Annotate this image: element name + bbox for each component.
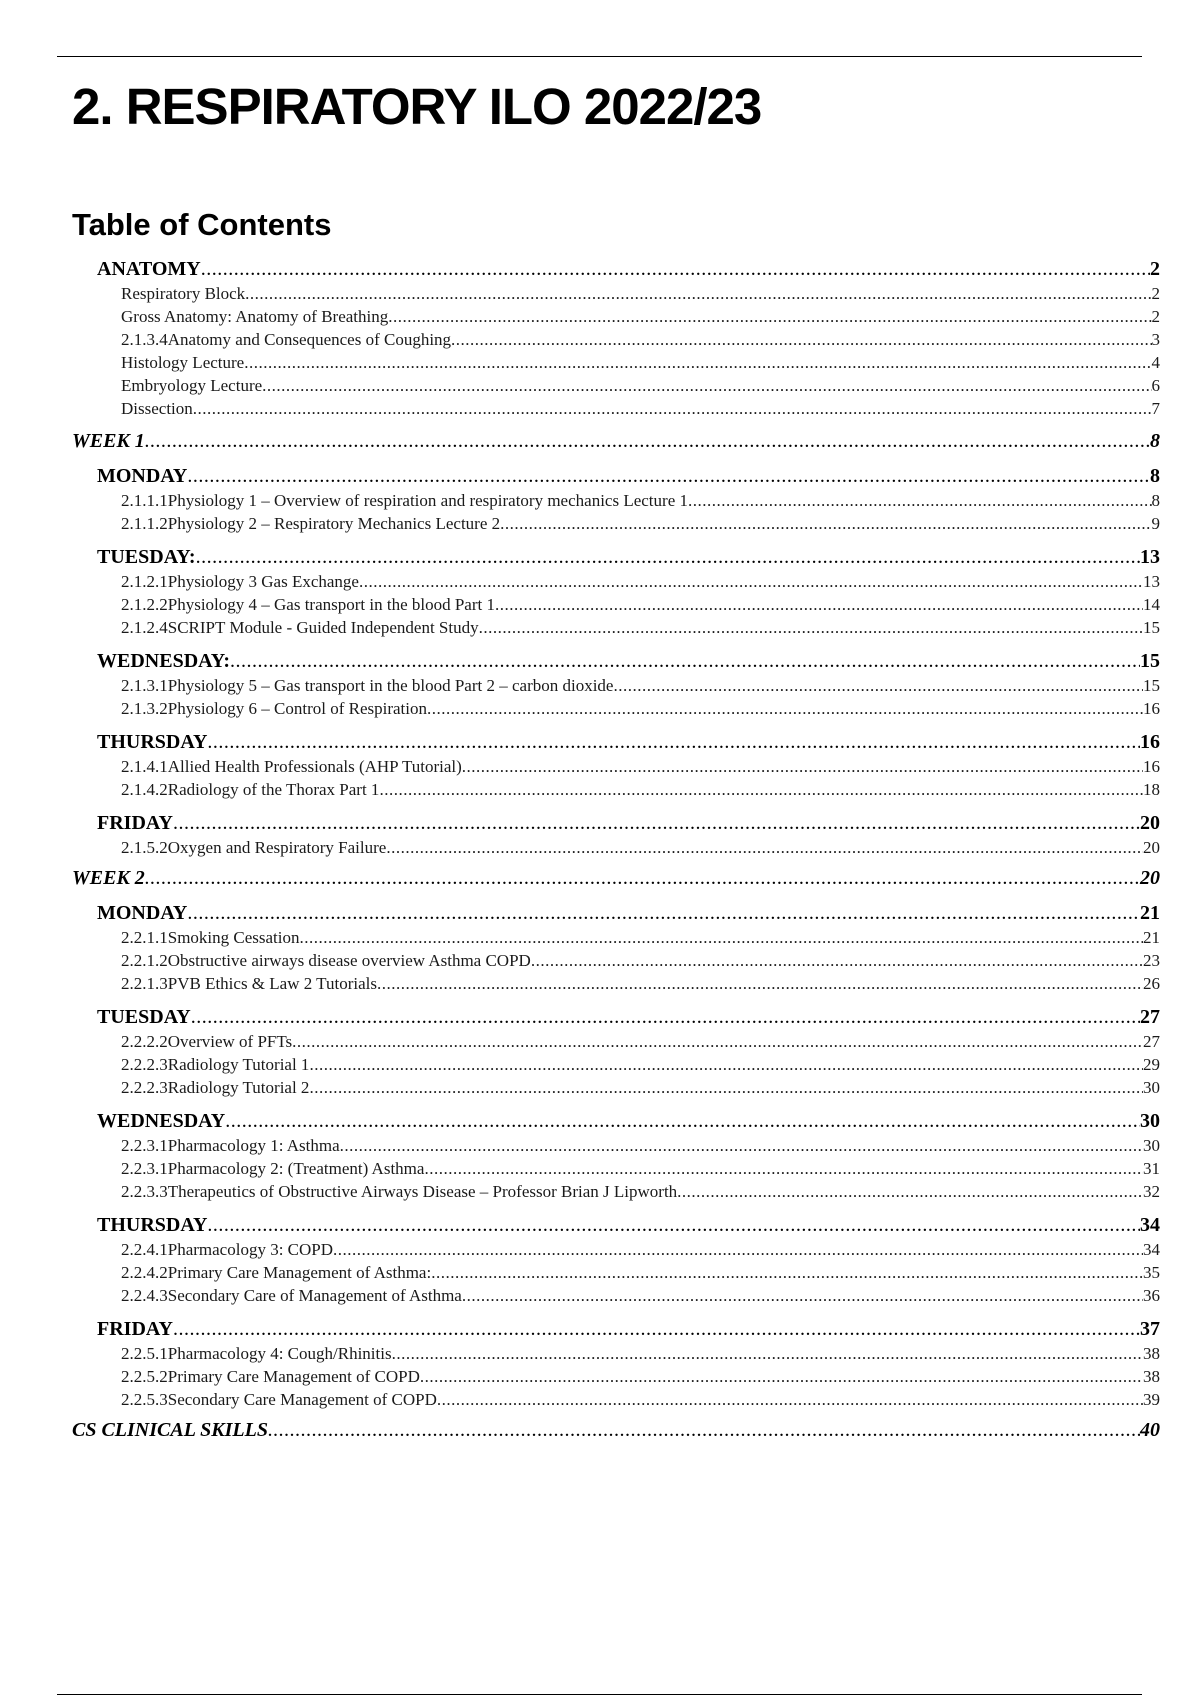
toc-page-number: 21 [1143, 928, 1160, 947]
toc-item-number: 2.2.4.1 [121, 1240, 168, 1259]
dot-leader [479, 616, 1143, 639]
toc-page-number: 14 [1143, 595, 1160, 614]
toc-label: THURSDAY [97, 731, 208, 753]
toc-item-number: 2.1.2.2 [121, 595, 168, 614]
toc-item[interactable] [72, 836, 1160, 859]
dot-leader [420, 1365, 1143, 1388]
dot-leader [196, 544, 1140, 570]
toc-day-monday[interactable] [72, 900, 1160, 926]
toc-day-tuesday[interactable] [72, 1004, 1160, 1030]
toc-item-number: 2.2.2.3 [121, 1078, 168, 1097]
toc-item-number: 2.1.2.1 [121, 572, 168, 591]
toc-label: Physiology 2 – Respiratory Mechanics Lecture 2 [167, 514, 501, 533]
toc-item-number: 2.1.4.2 [121, 780, 168, 799]
toc-label: TUESDAY [97, 1006, 191, 1028]
dot-leader [451, 328, 1151, 351]
toc-label: Therapeutics of Obstructive Airways Disease – Professor Brian J Lipworth [167, 1182, 678, 1201]
toc-item[interactable] [72, 570, 1160, 593]
toc-page-number: 29 [1143, 1055, 1160, 1074]
toc-item[interactable] [72, 489, 1160, 512]
toc-page-number: 16 [1140, 731, 1160, 753]
toc-item-number: 2.2.2.3 [121, 1055, 168, 1074]
toc-label: Physiology 3 Gas Exchange [167, 572, 359, 591]
toc-label: Allied Health Professionals (AHP Tutorial) [167, 757, 462, 776]
toc-item-number: 2.2.3.3 [121, 1182, 168, 1201]
dot-leader [207, 729, 1140, 755]
dot-leader [427, 697, 1143, 720]
dot-leader [145, 865, 1140, 891]
toc-item[interactable] [72, 593, 1160, 616]
toc-page-number: 39 [1143, 1390, 1160, 1409]
toc-label: Secondary Care Management of COPD [167, 1390, 437, 1409]
dot-leader [340, 1134, 1143, 1157]
toc-item[interactable] [72, 1157, 1160, 1180]
toc-page-number: 30 [1140, 1110, 1160, 1132]
toc-label: Dissection [121, 399, 193, 418]
toc-label: Overview of PFTs [167, 1032, 293, 1051]
toc-item[interactable] [72, 926, 1160, 949]
toc-item[interactable] [72, 1342, 1160, 1365]
toc-item-number: 2.1.1.2 [121, 514, 168, 533]
toc-item-number: 2.2.4.3 [121, 1286, 168, 1305]
toc-item-number: 2.1.2.4 [121, 618, 168, 637]
toc-label: Oxygen and Respiratory Failure [167, 838, 387, 857]
toc-page-number: 2 [1150, 258, 1160, 280]
toc-item[interactable] [72, 512, 1160, 535]
toc-page-number: 40 [1140, 1419, 1160, 1441]
toc-page-number: 31 [1143, 1159, 1160, 1178]
dot-leader [201, 256, 1150, 282]
toc-page-number: 16 [1143, 699, 1160, 718]
toc-page-number: 34 [1140, 1214, 1160, 1236]
toc-item-number: 2.1.1.1 [121, 491, 168, 510]
dot-leader [187, 900, 1140, 926]
toc-label: Respiratory Block [121, 284, 246, 303]
dot-leader [613, 674, 1143, 697]
dot-leader [173, 810, 1140, 836]
dot-leader [388, 305, 1151, 328]
toc-label: Gross Anatomy: Anatomy of Breathing [121, 307, 389, 326]
toc-label: Radiology of the Thorax Part 1 [167, 780, 380, 799]
toc-label: Pharmacology 3: COPD [167, 1240, 334, 1259]
toc-day-thursday[interactable] [72, 1212, 1160, 1238]
toc-label: WEDNESDAY [97, 1110, 226, 1132]
dot-leader [392, 1342, 1143, 1365]
toc-page-number: 15 [1143, 618, 1160, 637]
dot-leader [379, 778, 1143, 801]
dot-leader [262, 374, 1151, 397]
toc-section-week-1[interactable] [72, 428, 1160, 454]
toc-label: Physiology 5 – Gas transport in the blood Part 2 – carbon dioxide [167, 676, 614, 695]
toc-label: Secondary Care of Management of Asthma [167, 1286, 462, 1305]
dot-leader [245, 282, 1151, 305]
toc-item[interactable] [72, 972, 1160, 995]
dot-leader [191, 1004, 1140, 1030]
toc-item[interactable] [72, 374, 1160, 397]
toc-page-number: 8 [1150, 430, 1160, 452]
top-rule [57, 56, 1142, 57]
toc-page-number: 8 [1151, 491, 1160, 510]
toc-day-wednesday[interactable] [72, 648, 1160, 674]
dot-leader [207, 1212, 1140, 1238]
toc-item-number: 2.1.3.2 [121, 699, 168, 718]
toc-label: ANATOMY [97, 258, 201, 280]
toc-day-friday[interactable] [72, 1316, 1160, 1342]
toc-item[interactable] [72, 755, 1160, 778]
toc-page-number: 20 [1140, 867, 1160, 889]
toc-page-number: 27 [1140, 1006, 1160, 1028]
toc-item[interactable] [72, 1030, 1160, 1053]
dot-leader [437, 1388, 1143, 1411]
toc-item[interactable] [72, 949, 1160, 972]
dot-leader [187, 463, 1150, 489]
toc-section-clinical-skills[interactable] [72, 1417, 1160, 1443]
toc-page-number: 34 [1143, 1240, 1160, 1259]
toc-label: Primary Care Management of Asthma: [167, 1263, 432, 1282]
toc-item[interactable] [72, 305, 1160, 328]
toc-page-number: 20 [1143, 838, 1160, 857]
toc-label: Physiology 6 – Control of Respiration [167, 699, 427, 718]
toc-label: Pharmacology 2: (Treatment) Asthma [167, 1159, 425, 1178]
dot-leader [309, 1076, 1143, 1099]
toc-page-number: 15 [1140, 650, 1160, 672]
toc-label: WEEK 2 [72, 867, 145, 889]
toc-label: Smoking Cessation [167, 928, 300, 947]
toc-label: FRIDAY [97, 812, 173, 834]
toc-item-number: 2.1.4.1 [121, 757, 168, 776]
toc-item[interactable] [72, 282, 1160, 305]
toc-item-number: 2.1.3.1 [121, 676, 168, 695]
toc-page-number: 6 [1151, 376, 1160, 395]
dot-leader [495, 593, 1143, 616]
toc-label: Pharmacology 4: Cough/Rhinitis [167, 1344, 392, 1363]
toc-page-number: 18 [1143, 780, 1160, 799]
toc-item[interactable] [72, 616, 1160, 639]
toc-item[interactable] [72, 697, 1160, 720]
toc-item[interactable] [72, 1076, 1160, 1099]
toc-label: Physiology 4 – Gas transport in the blood Part 1 [167, 595, 495, 614]
toc-label: MONDAY [97, 465, 188, 487]
dot-leader [173, 1316, 1140, 1342]
dot-leader [531, 949, 1143, 972]
toc-page-number: 4 [1151, 353, 1160, 372]
toc-item-number: 2.2.1.2 [121, 951, 168, 970]
toc-page-number: 35 [1143, 1263, 1160, 1282]
toc-page-number: 38 [1143, 1344, 1160, 1363]
toc-item[interactable] [72, 1053, 1160, 1076]
dot-leader [359, 570, 1143, 593]
bottom-rule [57, 1694, 1142, 1695]
toc-day-monday[interactable] [72, 463, 1160, 489]
toc-heading: Table of Contents [72, 207, 332, 242]
dot-leader [268, 1417, 1140, 1443]
toc-page-number: 36 [1143, 1286, 1160, 1305]
toc-label: CS CLINICAL SKILLS [72, 1419, 268, 1441]
toc-item-number: 2.2.4.2 [121, 1263, 168, 1282]
toc-page-number: 15 [1143, 676, 1160, 695]
toc-item[interactable] [72, 1388, 1160, 1411]
toc-item[interactable] [72, 778, 1160, 801]
toc-label: Obstructive airways disease overview Asthma COPD [167, 951, 531, 970]
document-title: 2. RESPIRATORY ILO 2022/23 [72, 78, 762, 135]
toc-label: Pharmacology 1: Asthma [167, 1136, 340, 1155]
toc-item[interactable] [72, 674, 1160, 697]
toc-label: PVB Ethics & Law 2 Tutorials [167, 974, 377, 993]
toc-label: Physiology 1 – Overview of respiration and respiratory mechanics Lecture 1 [167, 491, 688, 510]
toc-page-number: 2 [1151, 284, 1160, 303]
toc-page-number: 37 [1140, 1318, 1160, 1340]
dot-leader [309, 1053, 1143, 1076]
toc-item-number: 2.2.2.2 [121, 1032, 168, 1051]
toc-page-number: 13 [1140, 546, 1160, 568]
toc-item[interactable] [72, 1238, 1160, 1261]
toc-label: Histology Lecture [121, 353, 245, 372]
toc-item[interactable] [72, 1284, 1160, 1307]
toc-item-number: 2.2.3.1 [121, 1136, 168, 1155]
dot-leader [145, 428, 1150, 454]
dot-leader [462, 1284, 1143, 1307]
toc-page-number: 32 [1143, 1182, 1160, 1201]
toc-section-anatomy[interactable] [72, 256, 1160, 282]
toc-label: Anatomy and Consequences of Coughing [167, 330, 452, 349]
toc-label: Radiology Tutorial 1 [167, 1055, 310, 1074]
dot-leader [386, 836, 1143, 859]
toc-item-number: 2.2.1.3 [121, 974, 168, 993]
toc-page-number: 7 [1151, 399, 1160, 418]
toc-label: TUESDAY: [97, 546, 196, 568]
dot-leader [462, 755, 1143, 778]
dot-leader [292, 1030, 1143, 1053]
toc-page-number: 21 [1140, 902, 1160, 924]
toc-item-number: 2.2.5.1 [121, 1344, 168, 1363]
toc-page-number: 30 [1143, 1078, 1160, 1097]
toc-label: FRIDAY [97, 1318, 173, 1340]
dot-leader [230, 648, 1140, 674]
dot-leader [333, 1238, 1143, 1261]
toc-item[interactable] [72, 397, 1160, 420]
toc-label: Embryology Lecture [121, 376, 263, 395]
toc-item[interactable] [72, 1134, 1160, 1157]
dot-leader [300, 926, 1143, 949]
dot-leader [244, 351, 1151, 374]
toc-label: THURSDAY [97, 1214, 208, 1236]
toc-page-number: 13 [1143, 572, 1160, 591]
toc-day-thursday[interactable] [72, 729, 1160, 755]
toc-page-number: 38 [1143, 1367, 1160, 1386]
toc-page-number: 2 [1151, 307, 1160, 326]
dot-leader [500, 512, 1151, 535]
toc-item-number: 2.2.1.1 [121, 928, 168, 947]
toc-item-number: 2.2.3.1 [121, 1159, 168, 1178]
toc-page-number: 16 [1143, 757, 1160, 776]
toc-item-number: 2.2.5.2 [121, 1367, 168, 1386]
toc-label: SCRIPT Module - Guided Independent Study [167, 618, 479, 637]
toc-page-number: 20 [1140, 812, 1160, 834]
toc-day-wednesday[interactable] [72, 1108, 1160, 1134]
toc-label: Radiology Tutorial 2 [167, 1078, 310, 1097]
table-of-contents [72, 256, 1160, 1443]
toc-page-number: 30 [1143, 1136, 1160, 1155]
toc-item[interactable] [72, 328, 1160, 351]
dot-leader [431, 1261, 1143, 1284]
toc-item-number: 2.1.3.4 [121, 330, 168, 349]
toc-item[interactable] [72, 1261, 1160, 1284]
dot-leader [225, 1108, 1140, 1134]
dot-leader [193, 397, 1152, 420]
toc-item[interactable] [72, 1365, 1160, 1388]
dot-leader [688, 489, 1152, 512]
dot-leader [677, 1180, 1143, 1203]
toc-page-number: 8 [1150, 465, 1160, 487]
toc-day-tuesday[interactable] [72, 544, 1160, 570]
toc-page-number: 23 [1143, 951, 1160, 970]
dot-leader [424, 1157, 1143, 1180]
toc-page-number: 27 [1143, 1032, 1160, 1051]
toc-page-number: 26 [1143, 974, 1160, 993]
toc-item-number: 2.1.5.2 [121, 838, 168, 857]
toc-item-number: 2.2.5.3 [121, 1390, 168, 1409]
toc-label: WEEK 1 [72, 430, 145, 452]
toc-label: MONDAY [97, 902, 188, 924]
toc-page-number: 3 [1151, 330, 1160, 349]
toc-day-friday[interactable] [72, 810, 1160, 836]
toc-label: Primary Care Management of COPD [167, 1367, 420, 1386]
toc-label: WEDNESDAY: [97, 650, 231, 672]
toc-page-number: 9 [1151, 514, 1160, 533]
toc-section-week-2[interactable] [72, 865, 1160, 891]
toc-item[interactable] [72, 351, 1160, 374]
toc-item[interactable] [72, 1180, 1160, 1203]
dot-leader [377, 972, 1143, 995]
